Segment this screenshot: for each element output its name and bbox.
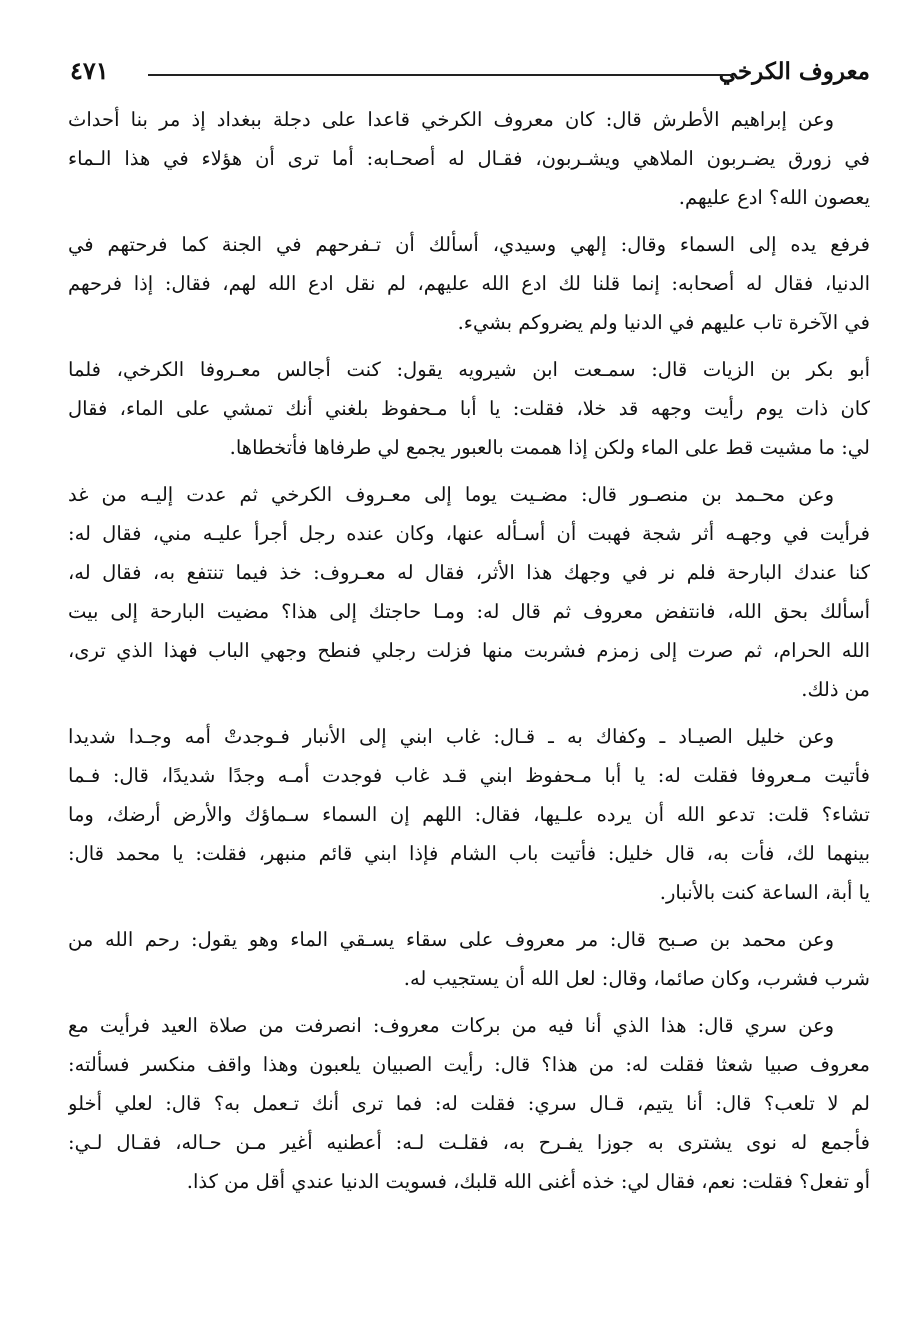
text-line: من ذلك. (801, 678, 870, 701)
text-line: فأجمع له نوى يشترى به جوزا يفـرح به، فقلـت لـه: أعطنيه أغير مـن حـاله، فقـال لـي: (68, 1131, 870, 1154)
paragraph (68, 717, 870, 912)
paragraph (68, 350, 870, 467)
text-line: الله الحرام، ثم صرت إلى زمزم فشربت منها فزلت رجلي فنطح وجهي الباب فهذا الذي ترى، (68, 639, 870, 662)
text-line: وعن محمد بن صـبح قال: مر معروف على سقاء يسـقي الماء وهو يقول: رحم الله من (68, 928, 834, 951)
text-line: يعصون الله؟ ادع عليهم. (678, 186, 870, 209)
text-line: كنا عندك البارحة فلم نر في وجهك هذا الأثر، فقال له معـروف: خذ فيما تنتفع به، فقال له، (68, 561, 870, 584)
text-line: لم لا تلعب؟ قال: أنا يتيم، قـال سري: فقلت له: فما ترى أنك تـعمل به؟ قال: لعلي أخلو (68, 1092, 870, 1115)
text-line: يا أبة، الساعة كنت بالأنبار. (659, 881, 870, 904)
text-line: كان ذات يوم رأيت وجهه قد خلا، فقلت: يا أبا مـحفوظ بلغني أنك تمشي على الماء، فقال (68, 397, 870, 420)
text-line: فرأيت في وجهـه أثر شجة فهبت أن أسـأله عنها، وكان عنده رجل أجرأ عليـه مني، فقال له: (68, 522, 870, 545)
text-line: في الآخرة تاب عليهم في الدنيا ولم يضروكم بشيء. (457, 311, 870, 334)
text-line: فأتيت مـعروفا فقلت له: يا أبا مـحفوظ ابني قـد غاب فوجدت أمـه وجدًا شديدًا، قال: فـما (68, 764, 870, 787)
text-line: وعن إبراهيم الأطرش قال: كان معروف الكرخي قاعدا على دجلة ببغداد إذ مر بنا أحداث (68, 108, 834, 131)
text-line: الدنيا، فقال له أصحابه: إنما قلنا لك ادع الله عليهم، لم نقل ادع الله لهم، فقال: إذا فرحهم (68, 272, 870, 295)
text-line: أبو بكر بن الزيات قال: سمـعت ابن شيرويه يقول: كنت أجالس معـروفا الكرخي، فلما (68, 358, 870, 381)
text-line: فرفع يده إلى السماء وقال: إلهي وسيدي، أسألك أن تـفرحهم في الجنة كما فرحتهم في (68, 233, 870, 256)
paragraph (68, 475, 870, 709)
paragraph (68, 225, 870, 342)
text-line: تشاء؟ قلت: تدعو الله أن يرده علـيها، فقال: اللهم إن السماء سـماؤك والأرض أرضك، وما (68, 803, 870, 826)
text-line: وعن سري قال: هذا الذي أنا فيه من بركات معروف: انصرفت من صلاة العيد فرأيت مع (68, 1014, 834, 1037)
body-text (68, 100, 870, 1209)
header-rule (148, 74, 732, 76)
text-line: وعن خليل الصيـاد ـ وكفاك به ـ قـال: غاب ابني إلى الأنبار فـوجدتْ أمه وجـدا شديدا (68, 725, 834, 748)
page-number: ٤٧١ (70, 56, 109, 85)
running-title: معروف الكرخي (718, 58, 870, 85)
text-line: في زورق يضـربون الملاهي ويشـربون، فقـال له أصحـابه: أما ترى أن هؤلاء في هذا الـماء (68, 147, 870, 170)
paragraph (68, 100, 870, 217)
text-line: معروف صبيا شعثا فقلت له: من هذا؟ قال: رأيت الصبيان يلعبون وهذا واقف منكسر فسألته: (68, 1053, 870, 1076)
paragraph (68, 1006, 870, 1201)
text-line: أسألك بحق الله، فانتفض معروف ثم قال له: ومـا حاجتك إلى هذا؟ مضيت البارحة إلى بيت (68, 600, 870, 623)
text-line: وعن محـمد بن منصـور قال: مضـيت يوما إلى معـروف الكرخي ثم عدت إليـه من غد (68, 483, 834, 506)
paragraph (68, 920, 870, 998)
text-line: لي: ما مشيت قط على الماء ولكن إذا هممت بالعبور يجمع لي طرفاها فأتخطاها. (229, 436, 870, 459)
page-header (70, 52, 870, 92)
text-line: أو تفعل؟ فقلت: نعم، فقال لي: خذه أغنى الله قلبك، فسويت الدنيا عندي أقل من كذا. (186, 1170, 870, 1193)
text-line: شرب فشرب، وكان صائما، وقال: لعل الله أن يستجيب له. (403, 967, 870, 990)
text-line: بينهما لك، فأت به، قال خليل: فأتيت باب الشام فإذا ابني قائم منبهر، فقلت: يا محمد قال: (68, 842, 870, 865)
